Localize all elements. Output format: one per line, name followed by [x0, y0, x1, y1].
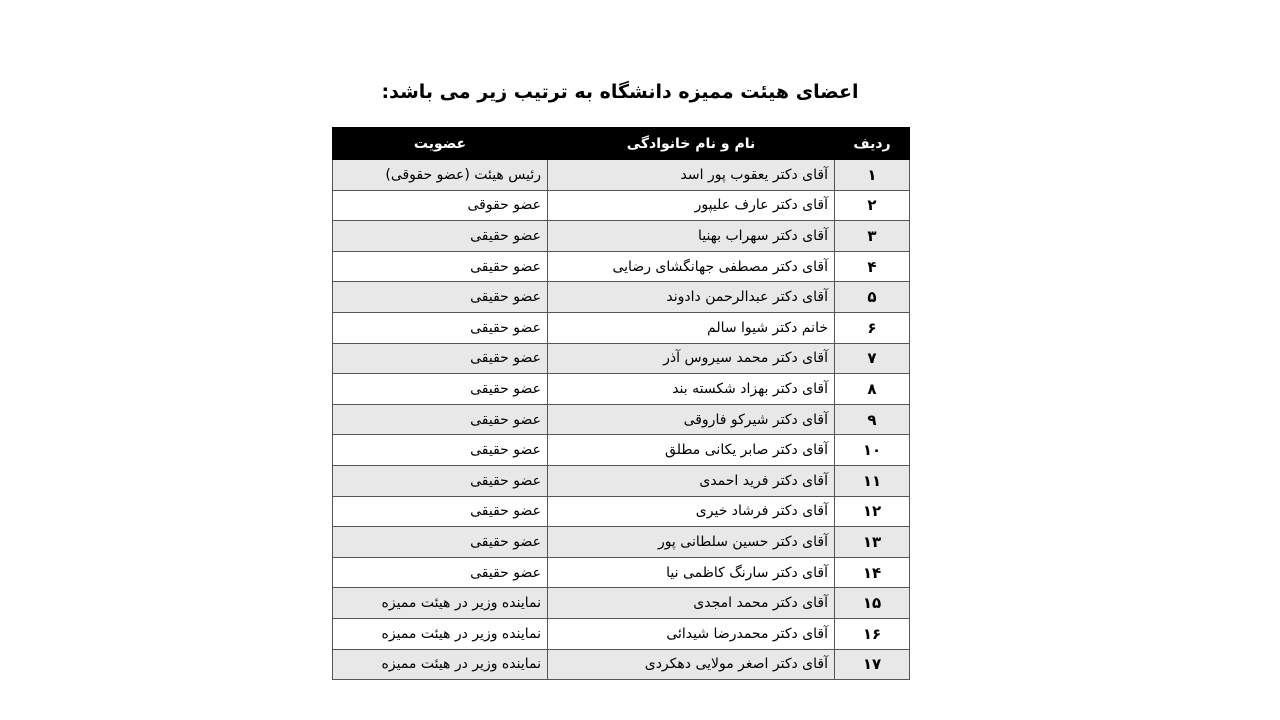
member-name-cell: آقای دکتر سارنگ کاظمی نیا	[548, 557, 835, 588]
membership-cell: عضو حقیقی	[333, 496, 548, 527]
membership-cell: عضو حقیقی	[333, 374, 548, 405]
row-number-cell: ۶	[835, 312, 910, 343]
membership-cell: عضو حقیقی	[333, 557, 548, 588]
table-row	[333, 221, 910, 252]
table-row	[333, 251, 910, 282]
table-row	[333, 435, 910, 466]
membership-cell: عضو حقیقی	[333, 527, 548, 558]
table-row	[333, 190, 910, 221]
member-name-cell: آقای دکتر فرید احمدی	[548, 465, 835, 496]
row-number-cell: ۱۰	[835, 435, 910, 466]
table-body	[333, 160, 910, 680]
member-name-cell: آقای دکتر سهراب بهنیا	[548, 221, 835, 252]
member-name-cell: آقای دکتر عبدالرحمن دادوند	[548, 282, 835, 313]
table-row	[333, 618, 910, 649]
row-number-cell: ۸	[835, 374, 910, 405]
member-name-cell: آقای دکتر محمد سیروس آذر	[548, 343, 835, 374]
membership-cell: نماینده وزیر در هیئت ممیزه	[333, 649, 548, 680]
membership-cell: نماینده وزیر در هیئت ممیزه	[333, 588, 548, 619]
table-row	[333, 374, 910, 405]
row-number-cell: ۹	[835, 404, 910, 435]
member-name-cell: آقای دکتر حسین سلطانی پور	[548, 527, 835, 558]
row-number-cell: ۷	[835, 343, 910, 374]
member-name-cell: آقای دکتر شیرکو فاروقی	[548, 404, 835, 435]
row-number-cell: ۱۳	[835, 527, 910, 558]
row-number-cell: ۱۵	[835, 588, 910, 619]
header-row-number: ردیف	[835, 128, 910, 160]
table-row	[333, 404, 910, 435]
header-full-name: نام و نام خانوادگی	[548, 128, 835, 160]
membership-cell: عضو حقیقی	[333, 312, 548, 343]
row-number-cell: ۴	[835, 251, 910, 282]
table-row	[333, 160, 910, 191]
row-number-cell: ۱۴	[835, 557, 910, 588]
table-row	[333, 557, 910, 588]
table-row	[333, 343, 910, 374]
header-row	[333, 128, 910, 160]
row-number-cell: ۱۲	[835, 496, 910, 527]
member-name-cell: آقای دکتر یعقوب پور اسد	[548, 160, 835, 191]
row-number-cell: ۱۶	[835, 618, 910, 649]
member-name-cell: آقای دکتر مصطفی جهانگشای رضایی	[548, 251, 835, 282]
row-number-cell: ۵	[835, 282, 910, 313]
membership-cell: نماینده وزیر در هیئت ممیزه	[333, 618, 548, 649]
membership-cell: عضو حقیقی	[333, 221, 548, 252]
member-name-cell: آقای دکتر بهزاد شکسته بند	[548, 374, 835, 405]
row-number-cell: ۱۷	[835, 649, 910, 680]
row-number-cell: ۲	[835, 190, 910, 221]
table-row	[333, 649, 910, 680]
member-name-cell: آقای دکتر اصغر مولایی دهکردی	[548, 649, 835, 680]
table-row	[333, 496, 910, 527]
member-name-cell: خانم دکتر شیوا سالم	[548, 312, 835, 343]
membership-cell: عضو حقیقی	[333, 465, 548, 496]
membership-cell: رئیس هیئت (عضو حقوقی)	[333, 160, 548, 191]
membership-cell: عضو حقوقی	[333, 190, 548, 221]
members-table	[332, 127, 910, 680]
row-number-cell: ۱	[835, 160, 910, 191]
member-name-cell: آقای دکتر صابر یکانی مطلق	[548, 435, 835, 466]
table-row	[333, 282, 910, 313]
header-membership: عضویت	[333, 128, 548, 160]
row-number-cell: ۳	[835, 221, 910, 252]
member-name-cell: آقای دکتر محمدرضا شیدائی	[548, 618, 835, 649]
member-name-cell: آقای دکتر فرشاد خیری	[548, 496, 835, 527]
table-row	[333, 527, 910, 558]
member-name-cell: آقای دکتر عارف علیپور	[548, 190, 835, 221]
membership-cell: عضو حقیقی	[333, 251, 548, 282]
membership-cell: عضو حقیقی	[333, 282, 548, 313]
member-name-cell: آقای دکتر محمد امجدی	[548, 588, 835, 619]
membership-cell: عضو حقیقی	[333, 435, 548, 466]
table-row	[333, 312, 910, 343]
row-number-cell: ۱۱	[835, 465, 910, 496]
table-header	[333, 128, 910, 160]
page-title: اعضای هیئت ممیزه دانشگاه به ترتیب زیر می باشد:	[381, 81, 859, 103]
membership-cell: عضو حقیقی	[333, 343, 548, 374]
table-row	[333, 588, 910, 619]
membership-cell: عضو حقیقی	[333, 404, 548, 435]
table-row	[333, 465, 910, 496]
